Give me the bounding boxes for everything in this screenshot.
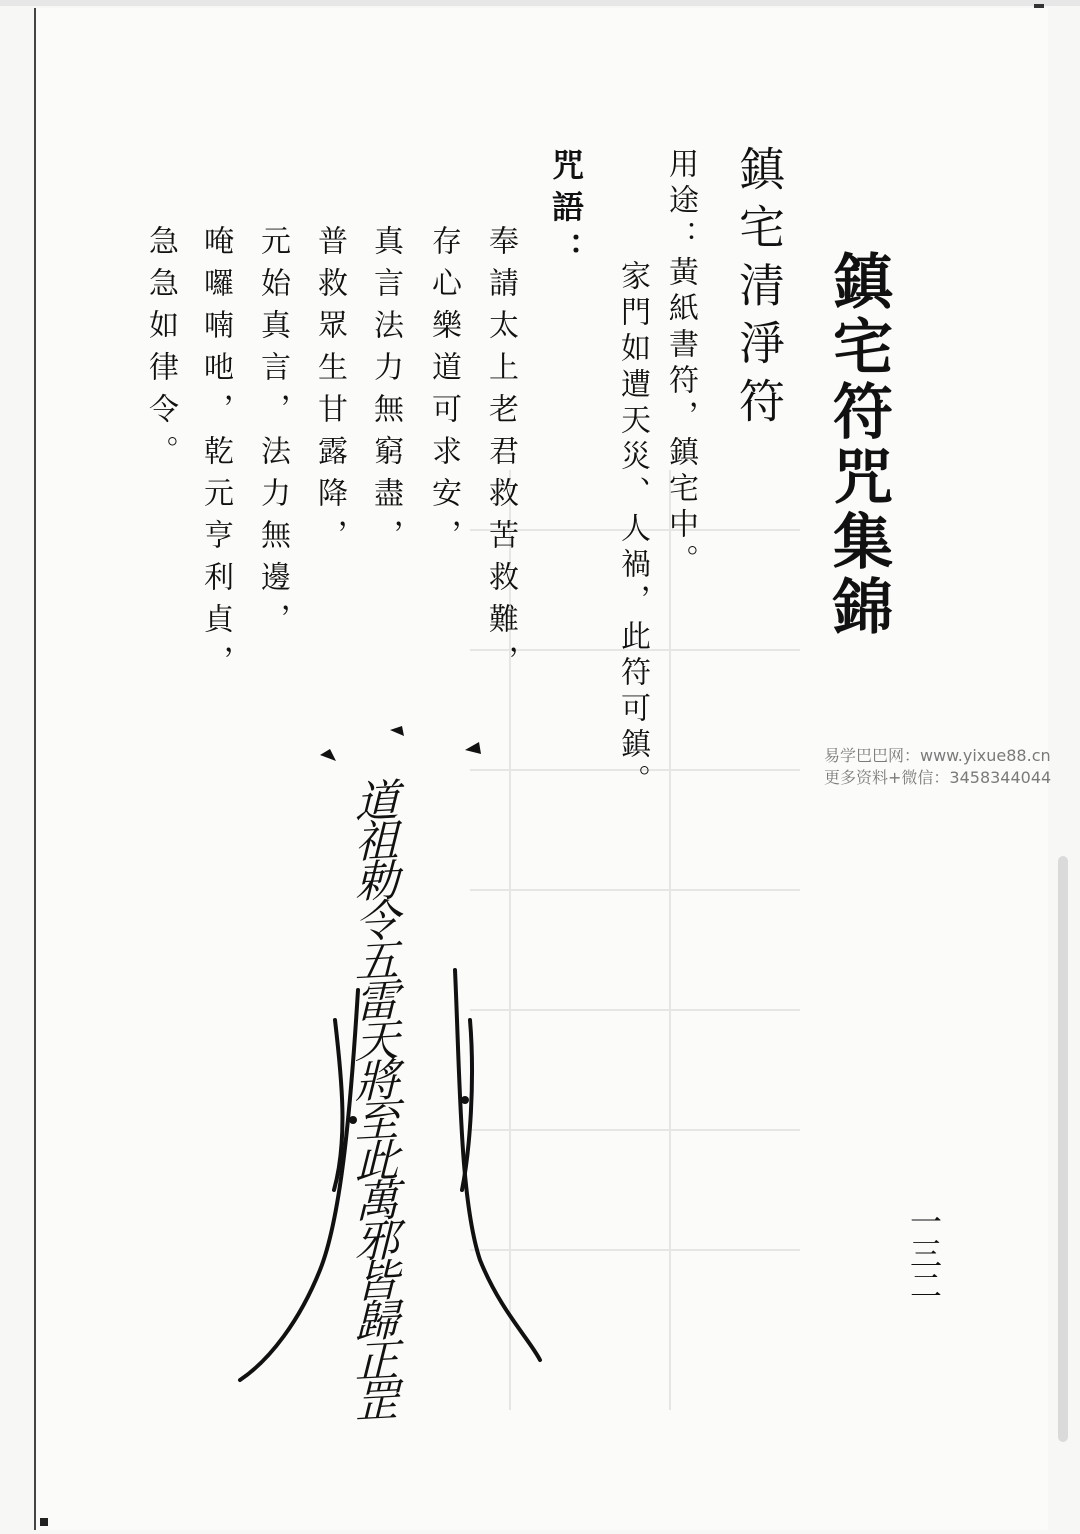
usage-text: 用途：黃紙書符，鎮宅中。 xyxy=(663,148,698,580)
mantra-line: 唵囉喃吔，乾元亨利貞， xyxy=(198,225,233,687)
top-edge xyxy=(0,0,1080,6)
watermark-line-2: 更多资料+微信：3458344044 xyxy=(824,768,1052,787)
mantra-line: 元始真言，法力無邊， xyxy=(255,225,290,645)
book-title: 鎮宅符咒集錦 xyxy=(823,250,893,640)
mantra-line: 急急如律令。 xyxy=(143,225,178,477)
scan-mark xyxy=(40,1518,48,1526)
section-title: 鎮宅清淨符 xyxy=(732,145,786,435)
mantra-line: 存心樂道可求安， xyxy=(426,225,461,561)
mantra-label: 咒語： xyxy=(547,148,585,274)
talisman-inscription: 道祖勅令五雷天將至此萬邪皆歸正罡 xyxy=(347,776,398,1420)
mantra-line: 奉請太上老君救苦救難， xyxy=(483,225,518,687)
usage-continuation: 家門如遭天災、人禍，此符可鎮。 xyxy=(615,260,650,800)
scrollbar[interactable] xyxy=(1058,856,1068,1442)
watermark xyxy=(824,745,1066,789)
page-number: 一三二 xyxy=(905,1205,943,1301)
mantra-line: 普救眾生甘露降， xyxy=(312,225,347,561)
mantra-line: 真言法力無窮盡， xyxy=(368,225,403,561)
watermark-line-1: 易学巴巴网：www.yixue88.cn xyxy=(824,746,1051,765)
